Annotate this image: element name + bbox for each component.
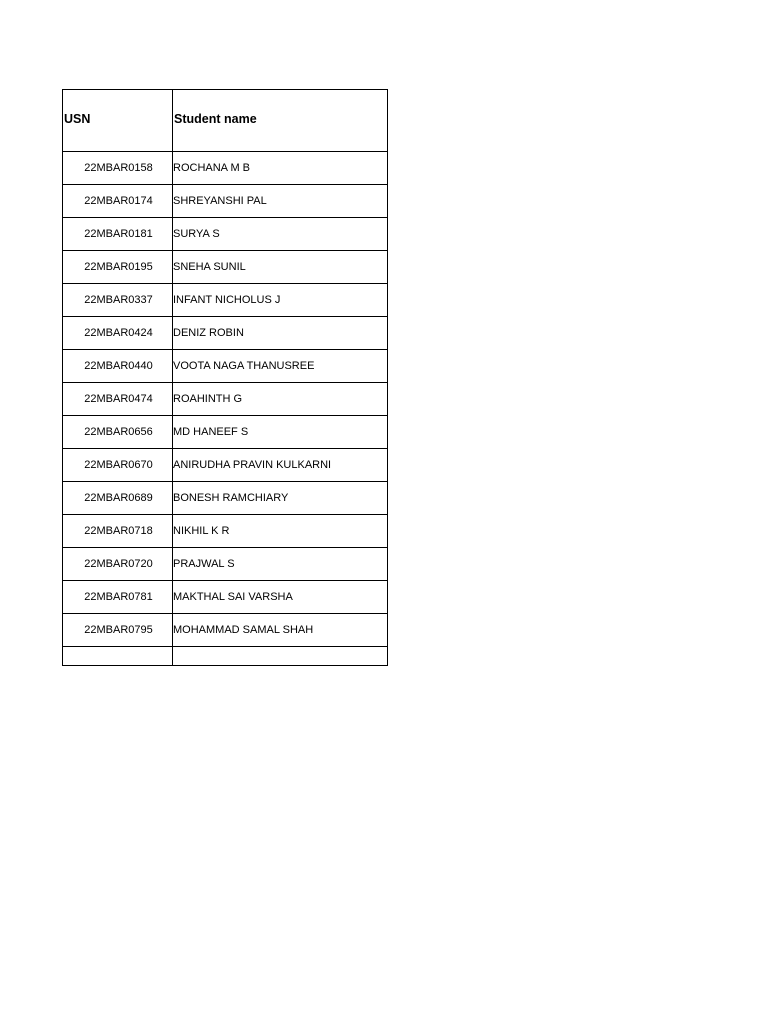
student-name-cell: DENIZ ROBIN [173, 317, 388, 350]
usn-cell: 22MBAR0718 [63, 515, 173, 548]
table-row [63, 548, 388, 581]
student-name-cell: ROAHINTH G [173, 383, 388, 416]
student-name-cell: BONESH RAMCHIARY [173, 482, 388, 515]
student-list-sheet [62, 89, 387, 666]
table-row [63, 350, 388, 383]
table-body [63, 152, 388, 666]
student-name-cell: INFANT NICHOLUS J [173, 284, 388, 317]
usn-cell: 22MBAR0424 [63, 317, 173, 350]
table-row [63, 614, 388, 647]
student-name-cell: ROCHANA M B [173, 152, 388, 185]
usn-cell: 22MBAR0181 [63, 218, 173, 251]
usn-cell: 22MBAR0795 [63, 614, 173, 647]
table-row [63, 317, 388, 350]
usn-cell: 22MBAR0158 [63, 152, 173, 185]
table-row [63, 383, 388, 416]
table-row [63, 449, 388, 482]
student-name-cell: NIKHIL K R [173, 515, 388, 548]
student-name-cell: MAKTHAL SAI VARSHA [173, 581, 388, 614]
usn-cell: 22MBAR0174 [63, 185, 173, 218]
table-row [63, 416, 388, 449]
student-name-cell: VOOTA NAGA THANUSREE [173, 350, 388, 383]
table-row [63, 515, 388, 548]
usn-cell: 22MBAR0195 [63, 251, 173, 284]
student-name-cell: MOHAMMAD SAMAL SHAH [173, 614, 388, 647]
table-row [63, 152, 388, 185]
usn-cell: 22MBAR0474 [63, 383, 173, 416]
student-name-column-header: Student name [173, 90, 388, 152]
usn-cell: 22MBAR0440 [63, 350, 173, 383]
student-name-cell: SNEHA SUNIL [173, 251, 388, 284]
student-name-cell: SHREYANSHI PAL [173, 185, 388, 218]
empty-cell [63, 647, 173, 666]
usn-cell: 22MBAR0337 [63, 284, 173, 317]
table-row [63, 218, 388, 251]
student-name-cell: SURYA S [173, 218, 388, 251]
usn-column-header: USN [63, 90, 173, 152]
empty-table-row [63, 647, 388, 666]
table-row [63, 251, 388, 284]
table-row [63, 581, 388, 614]
empty-cell [173, 647, 388, 666]
usn-cell: 22MBAR0656 [63, 416, 173, 449]
usn-cell: 22MBAR0720 [63, 548, 173, 581]
usn-cell: 22MBAR0689 [63, 482, 173, 515]
table-row [63, 482, 388, 515]
student-name-cell: PRAJWAL S [173, 548, 388, 581]
student-table [62, 89, 388, 666]
table-row [63, 185, 388, 218]
usn-cell: 22MBAR0781 [63, 581, 173, 614]
usn-cell: 22MBAR0670 [63, 449, 173, 482]
table-header-row [63, 90, 388, 152]
student-name-cell: MD HANEEF S [173, 416, 388, 449]
student-name-cell: ANIRUDHA PRAVIN KULKARNI [173, 449, 388, 482]
table-row [63, 284, 388, 317]
